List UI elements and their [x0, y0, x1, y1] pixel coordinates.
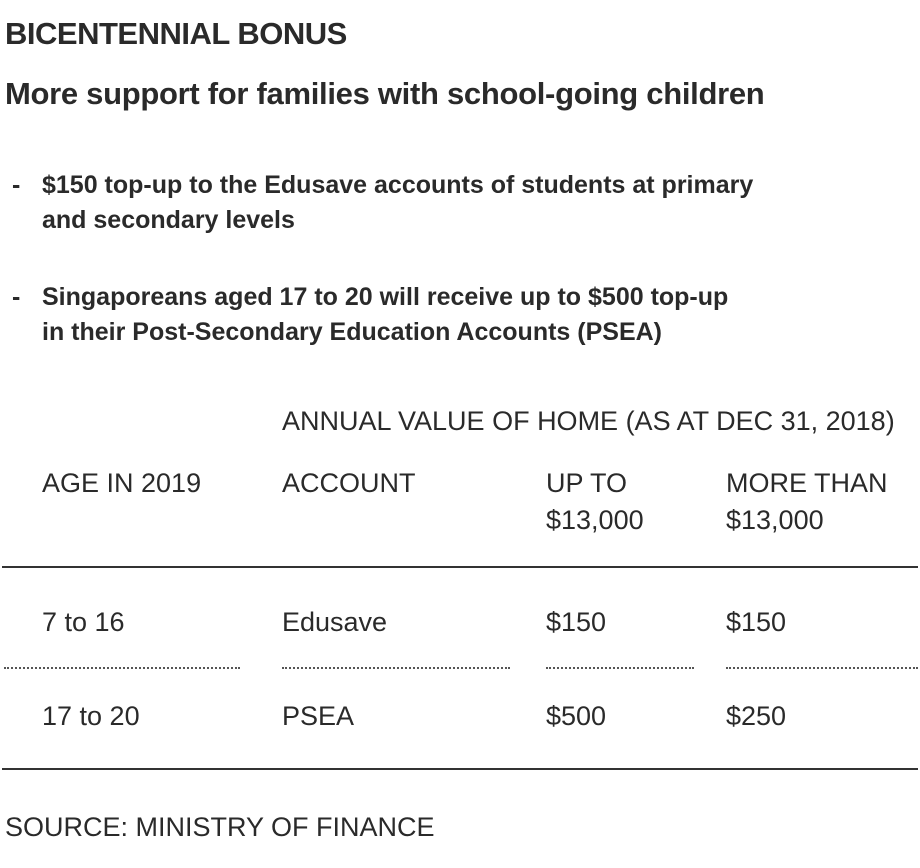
header-up-to-line1: UP TO [546, 468, 628, 498]
bullet-list [12, 168, 892, 392]
bullet-line: in their Post-Secondary Education Accounts (PSEA) [42, 318, 662, 346]
row-divider [4, 667, 240, 669]
table-bottom-rule [2, 768, 918, 770]
header-divider [2, 566, 918, 568]
bullet-item-edusave [12, 168, 892, 238]
source-credit: SOURCE: MINISTRY OF FINANCE [5, 812, 435, 842]
bullet-dash: - [12, 171, 21, 199]
bullet-line: Singaporeans aged 17 to 20 will receive up to $500 top-up [42, 283, 729, 311]
header-age: AGE IN 2019 [42, 468, 202, 498]
row-up-to-value: $500 [546, 701, 607, 731]
row-account: Edusave [282, 607, 388, 637]
row-divider [546, 667, 694, 669]
row-divider [282, 667, 510, 669]
header-up-to-line2: $13,000 [546, 505, 644, 535]
group-header: ANNUAL VALUE OF HOME (AS AT DEC 31, 2018) [282, 406, 895, 436]
header-account: ACCOUNT [282, 468, 416, 498]
row-account: PSEA [282, 701, 355, 731]
row-more-than-value: $250 [726, 701, 787, 731]
row-age: 7 to 16 [42, 607, 125, 637]
bullet-line: $150 top-up to the Edusave accounts of students at primary [42, 171, 754, 199]
header-more-than-line2: $13,000 [726, 505, 824, 535]
header-up-to [546, 465, 644, 539]
row-divider [726, 667, 918, 669]
bullet-dash: - [12, 283, 21, 311]
kicker: BICENTENNIAL BONUS [5, 16, 347, 51]
row-more-than-value: $150 [726, 607, 787, 637]
header-more-than [726, 465, 888, 539]
row-age: 17 to 20 [42, 701, 140, 731]
bullet-line: and secondary levels [42, 206, 295, 234]
headline: More support for families with school-going children [5, 76, 765, 111]
header-more-than-line1: MORE THAN [726, 468, 888, 498]
bullet-item-psea [12, 280, 892, 350]
row-up-to-value: $150 [546, 607, 607, 637]
